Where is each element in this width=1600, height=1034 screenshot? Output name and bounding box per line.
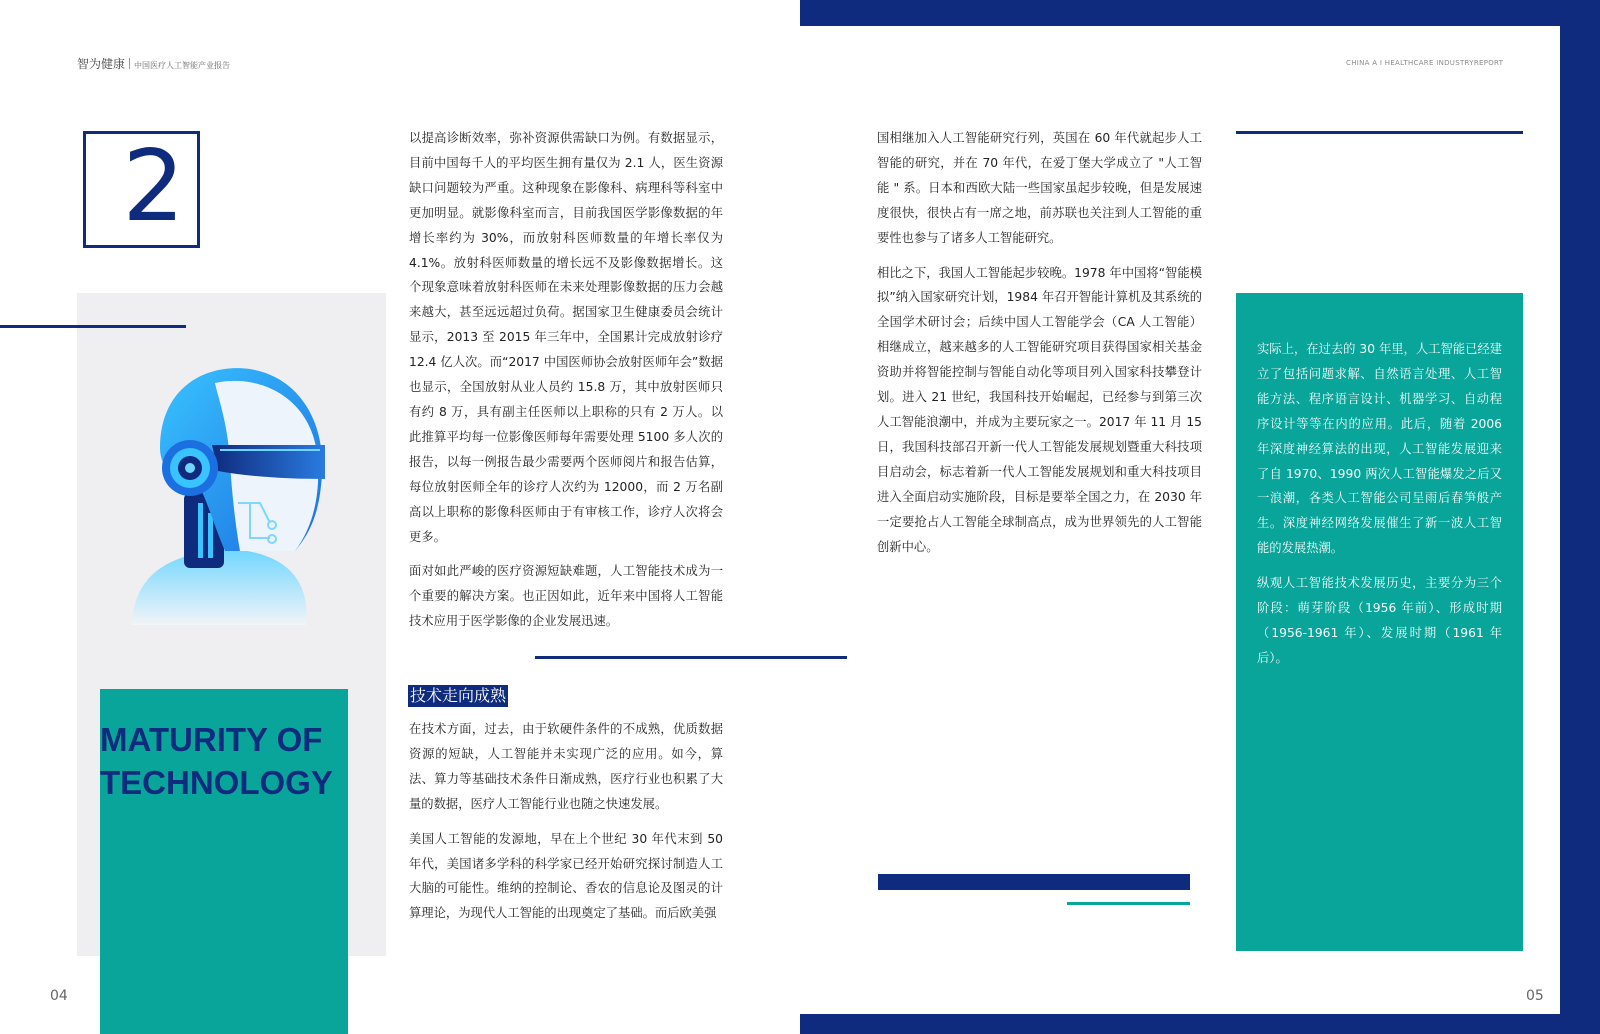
paragraph: 美国人工智能的发源地，早在上个世纪 30 年代末到 50 年代，美国诸多学科的科学家已经开始研究探讨制造人工大脑的可能性。维纳的控制论、香农的信息论及图灵的计算理论，为现代人工智能的出现奠定了基础。而后欧美强 bbox=[409, 831, 723, 921]
chapter-english-title bbox=[100, 718, 360, 804]
navy-accent-block bbox=[878, 874, 1190, 890]
teal-divider bbox=[1067, 902, 1190, 905]
header-divider bbox=[129, 58, 130, 69]
paragraph: 面对如此严峻的医疗资源短缺难题，人工智能技术成为一个重要的解决方案。也正因如此，近年来中国将人工智能技术应用于医学影像的企业发展迅速。 bbox=[409, 564, 723, 629]
paragraph: 国相继加入人工智能研究行列，英国在 60 年代就起步人工智能的研究，并在 70 年代，在爱丁堡大学成立了 "人工智能 " 系。日本和西欧大陆一些国家虽起步较晚，但是发展速度很快，很快占有一席之地，前苏联也关注到人工智能的重要性也参与了诸多人工智能研究。 bbox=[877, 131, 1202, 245]
chapter-number: 2 bbox=[122, 130, 185, 244]
page-number-left: 04 bbox=[50, 988, 68, 1004]
top-accent-bar bbox=[800, 0, 1580, 26]
paragraph: 相比之下，我国人工智能起步较晚。1978 年中国将“智能模拟”纳入国家研究计划，1984 年召开智能计算机及其系统的全国学术研讨会；后续中国人工智能学会（CA 人工智能）相继成立，越来越多的人工智能研究项目获得国家相关基金资助并将智能控制与智能自动化等项目列入国家科技攀登计划。进入 21 世纪，我国科技开始崛起，已经参与到第三次人工智能浪潮中，并成为主要玩家之一。2017 年 11 月 15 日，我国科技部召开新一代人工智能发展规划暨重大科技项目启动会，标志着新一代人工智能发展规划和重大科技项目进入全面启动实施阶段，目标是要举全国之力，在 2030 年一定要抢占人工智能全球制高点，成为世界领先的人工智能创新中心。 bbox=[877, 265, 1202, 554]
bottom-accent-bar bbox=[800, 1014, 1580, 1034]
paragraph: 在技术方面，过去，由于软硬件条件的不成熟，优质数据资源的短缺，人工智能并未实现广泛的应用。如今，算法、算力等基础技术条件日渐成熟，医疗行业也积累了大量的数据，医疗人工智能行业也随之快速发展。 bbox=[409, 722, 723, 811]
sidebar-text bbox=[1257, 337, 1502, 681]
navy-divider-right bbox=[1236, 131, 1523, 134]
section-heading: 技术走向成熟 bbox=[410, 686, 507, 705]
left-column-top bbox=[409, 126, 723, 644]
paragraph: 实际上，在过去的 30 年里，人工智能已经建立了包括问题求解、自然语言处理、人工智能方法、程序语言设计、机器学习、自动程序设计等等在内的应用。此后，随着 2006 年深度神经算法的出现，人工智能发展迎来了自 1970、1990 两次人工智能爆发之后又一浪潮，各类人工智能公司呈雨后春笋般产生。深度神经网络发展催生了新一波人工智能的发展热潮。 bbox=[1257, 342, 1502, 556]
running-header-left bbox=[77, 55, 230, 72]
navy-divider-left bbox=[0, 325, 186, 328]
brand-title: 智为健康 bbox=[77, 57, 126, 71]
paragraph: 以提高诊断效率，弥补资源供需缺口为例。有数据显示，目前中国每千人的平均医生拥有量仅为 2.1 人，医生资源缺口问题较为严重。这种现象在影像科、病理科等科室中更加明显。就影像科室而言，目前我国医学影像数据的年增长率约为 30%，而放射科医师数量的年增长率仅为 4.1%。放射科医师数量的增长远不及影像数据增长。这个现象意味着放射科医师在未来处理影像数据的压力会越来越大，甚至远远超过负荷。据国家卫生健康委员会统计显示，2013 至 2015 年三年中，全国累计完成放射诊疗 12.4 亿人次。而“2017 中国医师协会放射医师年会”数据也显示，全国放射从业人员约 15.8 万，其中放射医师只有约 8 万，具有副主任医师以上职称的只有 2 万人。以此推算平均每一位影像医师每年需要处理 5100 多人次的报告，以每一例报告最少需要两个医师阅片和报告估算，每位放射医师全年的诊疗人次约为 12000，而 2 万名副高以上职称的影像科医师由于有审核工作，诊疗人次将会更多。 bbox=[409, 131, 723, 544]
chapter-number-box bbox=[83, 131, 200, 248]
chapter-title-line-2: TECHNOLOGY bbox=[100, 764, 333, 801]
left-column-bottom bbox=[409, 717, 723, 936]
right-accent-bar bbox=[1560, 0, 1600, 1034]
report-subtitle: 中国医疗人工智能产业报告 bbox=[134, 61, 231, 70]
running-header-right: CHINA A I HEALTHCARE INDUSTRYREPORT bbox=[1346, 59, 1504, 67]
page-number-right: 05 bbox=[1526, 988, 1544, 1004]
navy-divider-middle bbox=[535, 656, 847, 659]
paragraph: 纵观人工智能技术发展历史，主要分为三个阶段：萌芽阶段（1956 年前）、形成时期（1956-1961 年）、发展时期（1961 年后）。 bbox=[1257, 576, 1502, 665]
chapter-title-line-1: MATURITY OF bbox=[100, 721, 323, 758]
ai-robot-illustration bbox=[120, 353, 340, 639]
right-column bbox=[877, 126, 1202, 569]
